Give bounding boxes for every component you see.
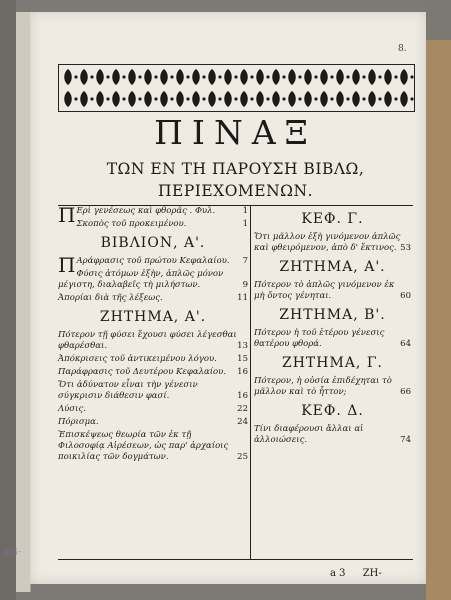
- toc-section-heading: ΖΗΤΗΜΑ, Α'.: [279, 259, 386, 275]
- toc-page-number: 60: [400, 291, 411, 301]
- toc-entry-text: Ἀπόκρισεις τοῦ ἀντικειμένου λόγου.: [58, 354, 217, 364]
- drop-cap: Π: [58, 203, 76, 227]
- toc-page-number: 24: [237, 417, 248, 427]
- toc-entry-text: Πότερον τὸ ἁπλῶς γινόμενον ἐκ μὴ ὄντος γένηται.: [254, 280, 395, 301]
- ornament-leaf-icon: [112, 69, 120, 85]
- ornament-dot-icon: [362, 75, 365, 78]
- ornament-dot-icon: [250, 75, 253, 78]
- toc-entry-text: Αράφρασις τοῦ πρώτου Κεφαλαίου.: [76, 256, 230, 266]
- toc-page-number: 16: [237, 391, 248, 401]
- ornament-leaf-icon: [176, 91, 184, 107]
- book-cover-edge: [426, 40, 451, 600]
- toc-entry: [58, 417, 248, 428]
- ornament-dot-icon: [138, 97, 141, 100]
- ornament-dot-icon: [90, 75, 93, 78]
- ornament-leaf-icon: [352, 91, 360, 107]
- ornament-leaf-icon: [208, 91, 216, 107]
- ornament-leaf-icon: [64, 91, 72, 107]
- ornament-leaf-icon: [384, 69, 392, 85]
- toc-entry: [58, 253, 248, 277]
- ornament-dot-icon: [378, 97, 381, 100]
- toc-entry: [58, 293, 248, 304]
- page-subtitle-line2: ΠΕΡΙΕΧΟΜΕΝΩΝ.: [157, 182, 314, 200]
- ornament-leaf-icon: [400, 69, 408, 85]
- toc-entry-text: Σκοπὸς τοῦ προκειμένου.: [76, 219, 187, 229]
- toc-entry-text: Πότερον ἡ τοῦ ἑτέρου γένεσις θατέρου φθορά.: [254, 328, 385, 349]
- page-title: ΠΙΝΑΞ: [154, 113, 317, 152]
- ornament-dot-icon: [186, 75, 189, 78]
- ornament-leaf-icon: [144, 91, 152, 107]
- toc-entry-text: Λύσις.: [58, 404, 86, 414]
- toc-section-heading: ΖΗΤΗΜΑ, Β'.: [279, 307, 386, 323]
- ornament-dot-icon: [410, 75, 413, 78]
- toc-entry: [58, 430, 248, 463]
- toc-entry-text: Ἀπορίαι διὰ τῆς λέξεως.: [58, 293, 163, 303]
- ornament-dot-icon: [122, 97, 125, 100]
- ornament-leaf-icon: [304, 91, 312, 107]
- toc-page-number: 1: [242, 206, 248, 216]
- toc-page-number: 15: [237, 354, 248, 364]
- ornament-leaf-icon: [336, 91, 344, 107]
- ornament-leaf-icon: [240, 91, 248, 107]
- ornament-leaf-icon: [176, 69, 184, 85]
- ornament-dot-icon: [106, 75, 109, 78]
- ornament-dot-icon: [154, 75, 157, 78]
- book-spine: [16, 12, 31, 592]
- ornament-dot-icon: [266, 75, 269, 78]
- toc-section-heading: ΖΗΤΗΜΑ, Γ.: [282, 355, 383, 371]
- ornament-dot-icon: [74, 97, 77, 100]
- toc-section-heading: ΒΙΒΛΙΟΝ, Α'.: [100, 235, 206, 251]
- toc-section-heading: ΚΕΦ. Δ.: [301, 403, 364, 419]
- signature-mark: a 3: [330, 568, 346, 579]
- toc-entry: [254, 328, 411, 350]
- toc-page-number: 64: [400, 339, 411, 349]
- toc-page-number: 9: [242, 280, 248, 290]
- toc-page-number: 11: [237, 293, 248, 303]
- toc-entry-text: Ερὶ γενέσεως καὶ φθορᾶς . Φυλ.: [76, 206, 216, 216]
- ornament-leaf-icon: [272, 69, 280, 85]
- ornament-leaf-icon: [224, 91, 232, 107]
- page-subtitle-line1: ΤΩΝ ΕΝ ΤΗ ΠΑΡΟΥΣΗ ΒΙΒΛΩ,: [106, 160, 365, 178]
- ornament-dot-icon: [202, 75, 205, 78]
- ornament-dot-icon: [410, 97, 413, 100]
- ornament-leaf-icon: [256, 69, 264, 85]
- ornament-dot-icon: [346, 75, 349, 78]
- ornament-leaf-icon: [368, 69, 376, 85]
- margin-stamp: ZH-: [3, 546, 22, 560]
- ornament-leaf-icon: [208, 69, 216, 85]
- toc-entry: [254, 280, 411, 302]
- ornament-dot-icon: [202, 97, 205, 100]
- ornament-dot-icon: [298, 75, 301, 78]
- ornament-leaf-icon: [96, 69, 104, 85]
- toc-page-number: 22: [237, 404, 248, 414]
- page-footer: [330, 568, 382, 579]
- ornament-dot-icon: [314, 75, 317, 78]
- ornament-dot-icon: [282, 75, 285, 78]
- ornament-leaf-icon: [304, 69, 312, 85]
- toc-entry: [58, 367, 248, 378]
- toc-right-column: [254, 206, 411, 448]
- ornament-dot-icon: [234, 75, 237, 78]
- ornament-leaf-icon: [80, 91, 88, 107]
- ornament-dot-icon: [394, 97, 397, 100]
- ornament-dot-icon: [346, 97, 349, 100]
- catchword: ΖΗ-: [362, 568, 382, 579]
- ornament-dot-icon: [378, 75, 381, 78]
- ornament-leaf-icon: [320, 69, 328, 85]
- toc-page-number: 53: [400, 243, 411, 253]
- toc-page-number: 13: [237, 341, 248, 351]
- ornament-leaf-icon: [192, 69, 200, 85]
- ornament-dot-icon: [90, 97, 93, 100]
- toc-entry-text: Ἐπισκέψεως θεωρία τῶν ἐκ τῇ Φιλοσοφίᾳ Αἱρέσεων, ὡς παρ' ἀρχαίοις ποικιλίας τῶν δογμάτων.: [58, 430, 229, 462]
- toc-entry-text: Πότερον τῇ φύσει ἔχουσι φύσει λέγεσθαι φθαρέσθαι.: [58, 330, 237, 351]
- toc-entry-text: Τίνι διαφέρουσι ἄλλαι αἱ ἀλλοιώσεις.: [254, 424, 364, 445]
- toc-entry-text: Ὅτι μᾶλλον ἐξὴ γινόμενον ἁπλῶς καὶ φθειρόμενον, ἀπὸ δ' ἔκτινος.: [254, 232, 401, 253]
- ornament-leaf-icon: [288, 69, 296, 85]
- toc-page-number: 7: [242, 256, 248, 266]
- ornament-leaf-icon: [272, 91, 280, 107]
- ornament-leaf-icon: [112, 91, 120, 107]
- table-of-contents: [58, 205, 413, 560]
- toc-page-number: 25: [237, 452, 248, 462]
- ornament-dot-icon: [186, 97, 189, 100]
- column-divider: [250, 206, 251, 559]
- toc-section-heading: ΖΗΤΗΜΑ, Α'.: [99, 309, 207, 325]
- ornament-leaf-icon: [80, 69, 88, 85]
- toc-entry: [58, 380, 248, 402]
- ornament-leaf-icon: [352, 69, 360, 85]
- ornament-dot-icon: [218, 97, 221, 100]
- ornament-dot-icon: [250, 97, 253, 100]
- book-page: [30, 12, 426, 584]
- ornament-leaf-icon: [224, 69, 232, 85]
- decorative-headpiece: [58, 64, 415, 112]
- toc-entry: [254, 232, 411, 254]
- ornament-leaf-icon: [160, 69, 168, 85]
- ornament-pattern-icon: [59, 65, 414, 111]
- backdrop-top-right: [426, 0, 451, 40]
- ornament-dot-icon: [106, 97, 109, 100]
- drop-cap: Π: [58, 253, 76, 277]
- ornament-leaf-icon: [384, 91, 392, 107]
- toc-entry-text: Παράφρασις τοῦ Δευτέρου Κεφαλαίου.: [58, 367, 227, 377]
- ornament-leaf-icon: [368, 91, 376, 107]
- ornament-leaf-icon: [64, 69, 72, 85]
- toc-entry-text: Φύσις ἀτόμων ἐξὴν, ἀπλῶς μόνον μέγιστη, διαλαβεῖς τὴ μιλήστων.: [58, 269, 224, 290]
- ornament-dot-icon: [330, 75, 333, 78]
- ornament-leaf-icon: [240, 69, 248, 85]
- ornament-leaf-icon: [400, 91, 408, 107]
- ornament-dot-icon: [234, 97, 237, 100]
- backdrop-left: [0, 0, 16, 600]
- ornament-leaf-icon: [160, 91, 168, 107]
- toc-entry: [58, 330, 248, 352]
- ornament-leaf-icon: [128, 91, 136, 107]
- ornament-leaf-icon: [256, 91, 264, 107]
- toc-entry-text: Πόρισμα.: [58, 417, 99, 427]
- toc-entry: [58, 404, 248, 415]
- toc-entry-text: Πότερον, ἡ οὐσία ἐπιδέχηται τὸ μᾶλλον καὶ τὸ ἧττον;: [254, 376, 392, 397]
- toc-page-number: 16: [237, 367, 248, 377]
- ornament-dot-icon: [362, 97, 365, 100]
- ornament-leaf-icon: [320, 91, 328, 107]
- toc-page-number: 74: [400, 435, 411, 445]
- ornament-dot-icon: [122, 75, 125, 78]
- ornament-dot-icon: [170, 97, 173, 100]
- toc-section-heading: ΚΕΦ. Γ.: [301, 211, 364, 227]
- ornament-dot-icon: [330, 97, 333, 100]
- ornament-leaf-icon: [96, 91, 104, 107]
- toc-page-number: 1: [242, 219, 248, 229]
- ornament-dot-icon: [298, 97, 301, 100]
- folio-number: 8.: [398, 44, 407, 54]
- ornament-dot-icon: [314, 97, 317, 100]
- ornament-leaf-icon: [128, 69, 136, 85]
- ornament-dot-icon: [138, 75, 141, 78]
- ornament-leaf-icon: [288, 91, 296, 107]
- toc-entry: [58, 354, 248, 365]
- toc-entry: [254, 424, 411, 446]
- toc-entry: [254, 376, 411, 398]
- toc-page-number: 66: [400, 387, 411, 397]
- ornament-leaf-icon: [336, 69, 344, 85]
- ornament-dot-icon: [154, 97, 157, 100]
- ornament-dot-icon: [218, 75, 221, 78]
- ornament-dot-icon: [74, 75, 77, 78]
- ornament-dot-icon: [394, 75, 397, 78]
- ornament-leaf-icon: [192, 91, 200, 107]
- toc-entry: [58, 219, 248, 230]
- toc-entry-text: Ὅτι ἀδύνατον εἶναι τὴν γένεσιν σύγκρισιν διάθεσιν φασί.: [58, 380, 198, 401]
- ornament-leaf-icon: [144, 69, 152, 85]
- toc-left-column: [58, 203, 248, 465]
- ornament-dot-icon: [170, 75, 173, 78]
- ornament-dot-icon: [266, 97, 269, 100]
- ornament-dot-icon: [282, 97, 285, 100]
- toc-entry: [58, 269, 248, 291]
